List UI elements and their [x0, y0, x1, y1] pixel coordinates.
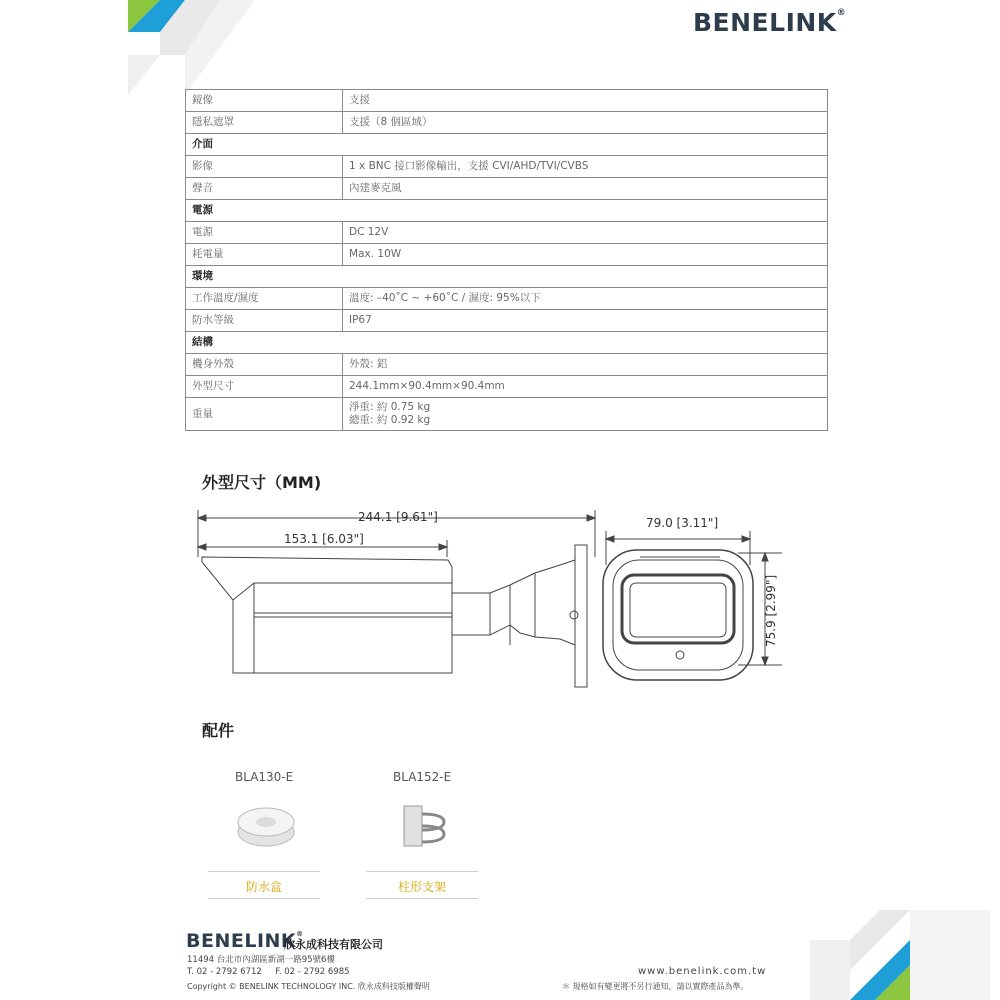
spec-key: 機身外殼	[186, 354, 343, 376]
footer-phone: T. 02 - 2792 6712 F. 02 - 2792 6985	[187, 967, 350, 977]
spec-value: Max. 10W	[343, 244, 828, 266]
spec-key: 聲音	[186, 178, 343, 200]
spec-key: 鏡像	[186, 90, 343, 112]
spec-value: 支援（8 個區域）	[343, 112, 828, 134]
accessories-heading: 配件	[202, 721, 235, 740]
spec-value: 1 x BNC 接口影像輸出，支援 CVI/AHD/TVI/CVBS	[343, 156, 828, 178]
spec-key: 耗電量	[186, 244, 343, 266]
footer-copyright: Copyright © BENELINK TECHNOLOGY INC. 欣永成科技版權聲明	[187, 982, 430, 991]
spec-value: 溫度: –40˚C ~ +60˚C / 濕度: 95%以下	[343, 288, 828, 310]
spec-value-line: 淨重: 約 0.75 kg	[349, 401, 431, 413]
spec-row	[186, 398, 828, 431]
spec-section-row	[186, 134, 828, 156]
spec-row	[186, 90, 828, 112]
brand-logo: BENELINK®	[693, 8, 847, 37]
spec-section-title: 環境	[186, 266, 828, 288]
spec-key: 外型尺寸	[186, 376, 343, 398]
spec-key: 防水等級	[186, 310, 343, 332]
pole-bracket-image	[400, 800, 450, 850]
spec-row	[186, 244, 828, 266]
dim-width-label: 79.0 [3.11"]	[646, 516, 719, 530]
accessory-divider-4	[366, 898, 478, 899]
footer-notice: ＊ 規格如有變更將不另行通知，請以實際產品為準。	[562, 982, 749, 991]
spec-row	[186, 376, 828, 398]
spec-section-row	[186, 200, 828, 222]
accessory-divider-3	[208, 898, 320, 899]
spec-value-line: 總重: 約 0.92 kg	[349, 414, 431, 426]
spec-value: 支援	[343, 90, 828, 112]
footer-address: 11494 台北市內湖區新湖一路95號6樓	[187, 955, 335, 965]
spec-value: 244.1mm×90.4mm×90.4mm	[343, 376, 828, 398]
accessory-caption-2: 柱形支架	[397, 880, 446, 894]
spec-value	[343, 398, 828, 431]
spec-section-title: 結構	[186, 332, 828, 354]
spec-section-row	[186, 266, 828, 288]
spec-value: 內建麥克風	[343, 178, 828, 200]
spec-value: DC 12V	[343, 222, 828, 244]
corner-decoration-top-left	[0, 0, 260, 100]
spec-key: 重量	[186, 398, 343, 431]
accessory-model-1: BLA130-E	[235, 770, 294, 784]
spec-value: IP67	[343, 310, 828, 332]
dimension-drawing	[190, 505, 800, 705]
spec-value: 外殼: 鋁	[343, 354, 828, 376]
accessory-divider-2	[366, 871, 478, 872]
spec-key: 工作溫度/濕度	[186, 288, 343, 310]
dim-height-label: 75.9 [2.99"]	[764, 574, 778, 647]
accessory-caption-1: 防水盒	[245, 880, 282, 894]
footer-website: www.benelink.com.tw	[638, 966, 767, 977]
spec-key: 電源	[186, 222, 343, 244]
spec-row	[186, 288, 828, 310]
spec-row	[186, 112, 828, 134]
spec-row	[186, 354, 828, 376]
spec-section-title: 電源	[186, 200, 828, 222]
spec-key: 隱私遮罩	[186, 112, 343, 134]
spec-section-row	[186, 332, 828, 354]
spec-table	[185, 89, 828, 431]
spec-row	[186, 178, 828, 200]
footer-logo: BENELINK®	[186, 930, 304, 952]
spec-row	[186, 222, 828, 244]
footer-company-name: 欣永成科技有限公司	[284, 938, 383, 951]
accessory-divider-1	[208, 871, 320, 872]
spec-row	[186, 156, 828, 178]
spec-key: 影像	[186, 156, 343, 178]
junction-box-image	[236, 800, 296, 850]
dimensions-heading: 外型尺寸（MM)	[202, 473, 322, 492]
spec-section-title: 介面	[186, 134, 828, 156]
dim-body-length-label: 153.1 [6.03"]	[284, 532, 364, 546]
spec-row	[186, 310, 828, 332]
dim-length-label: 244.1 [9.61"]	[358, 510, 438, 524]
accessory-model-2: BLA152-E	[393, 770, 452, 784]
corner-decoration-bottom-right	[790, 900, 1000, 1000]
